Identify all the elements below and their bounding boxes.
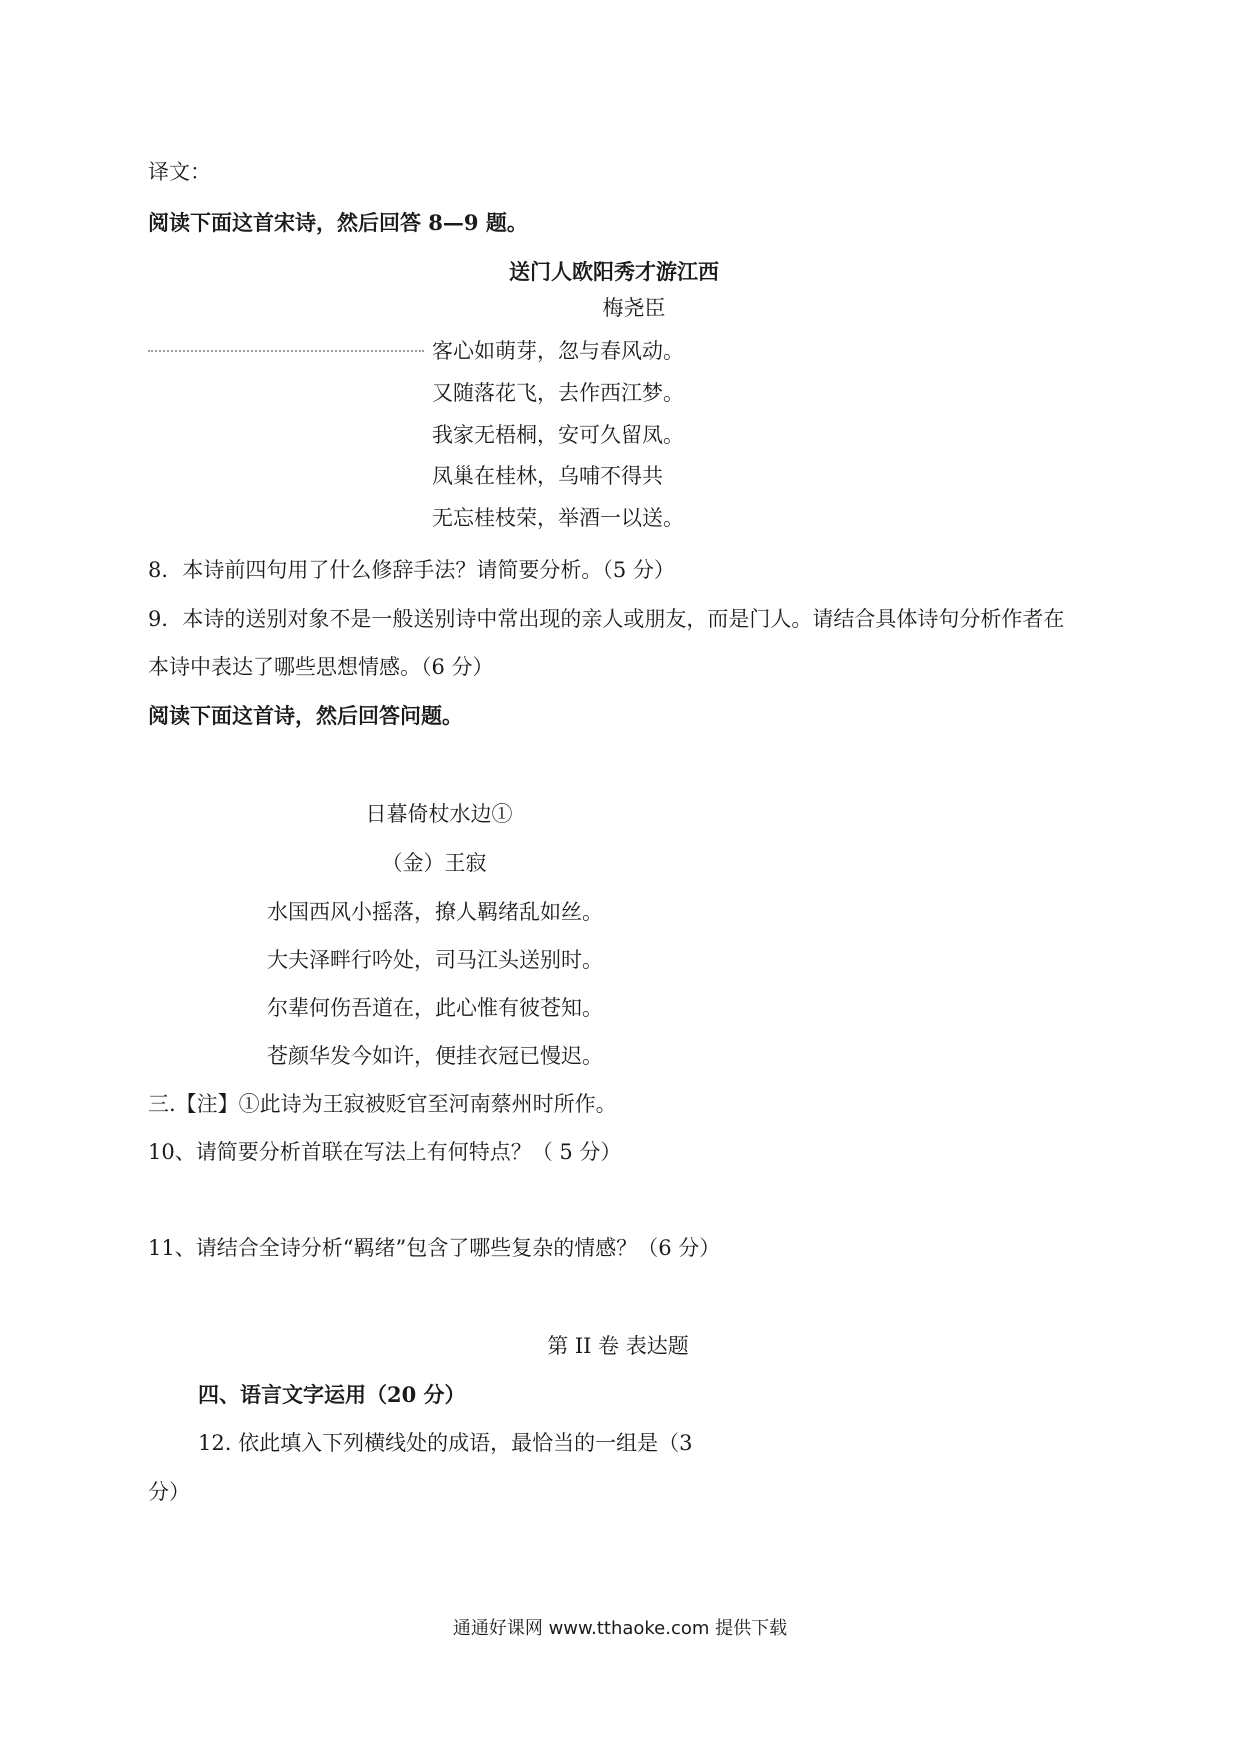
poem2-line: 苍颜华发今如许，便挂衣冠已慢迟。 (267, 1044, 603, 1068)
question-9-line2: 本诗中表达了哪些思想情感。（6 分） (148, 655, 494, 679)
poem1-author: 梅尧臣 (602, 296, 666, 320)
poem1-line: 凤巢在桂林，乌哺不得共 (432, 464, 663, 488)
dotted-leader (148, 350, 424, 352)
section2-instruction: 阅读下面这首诗，然后回答问题。 (148, 703, 463, 728)
question-12-line2: 分） (148, 1480, 190, 1504)
poem2-line: 大夫泽畔行吟处，司马江头送别时。 (267, 948, 603, 972)
footer-text: 通通好课网 www.tthaoke.com 提供下载 (452, 1618, 788, 1639)
poem1-line: 又随落花飞，去作西江梦。 (432, 381, 684, 405)
part2-title: 第 II 卷 表达题 (547, 1334, 689, 1358)
poem2-line: 水国西风小摇落，撩人羁绪乱如丝。 (267, 900, 603, 924)
section4-heading: 四、语言文字运用（20 分） (198, 1382, 466, 1407)
question-8: 8．本诗前四句用了什么修辞手法？请简要分析。（5 分） (148, 558, 675, 582)
poem2-title: 日暮倚杖水边① (365, 802, 513, 826)
question-9-line1: 9．本诗的送别对象不是一般送别诗中常出现的亲人或朋友，而是门人。请结合具体诗句分析作者在 (148, 607, 1065, 631)
poem1-title: 送门人欧阳秀才游江西 (509, 259, 719, 284)
poem1-line: 客心如萌芽，忽与春风动。 (432, 339, 684, 363)
section1-instruction: 阅读下面这首宋诗，然后回答 8—9 题。 (148, 210, 528, 235)
question-10: 10、请简要分析首联在写法上有何特点？（ 5 分） (148, 1140, 622, 1164)
poem2-note: 三.【注】①此诗为王寂被贬官至河南蔡州时所作。 (148, 1092, 617, 1116)
question-11: 11、请结合全诗分析“羁绪”包含了哪些复杂的情感？（6 分） (148, 1236, 721, 1260)
poem2-line: 尔辈何伤吾道在，此心惟有彼苍知。 (267, 996, 603, 1020)
poem1-line: 无忘桂枝荣，举酒一以送。 (432, 506, 684, 530)
poem1-line: 我家无梧桐，安可久留凤。 (432, 423, 684, 447)
question-12-line1: 12. 依此填入下列横线处的成语，最恰当的一组是（3 (198, 1431, 693, 1455)
poem2-author: （金）王寂 (381, 851, 487, 875)
translation-label: 译文： (148, 160, 211, 184)
